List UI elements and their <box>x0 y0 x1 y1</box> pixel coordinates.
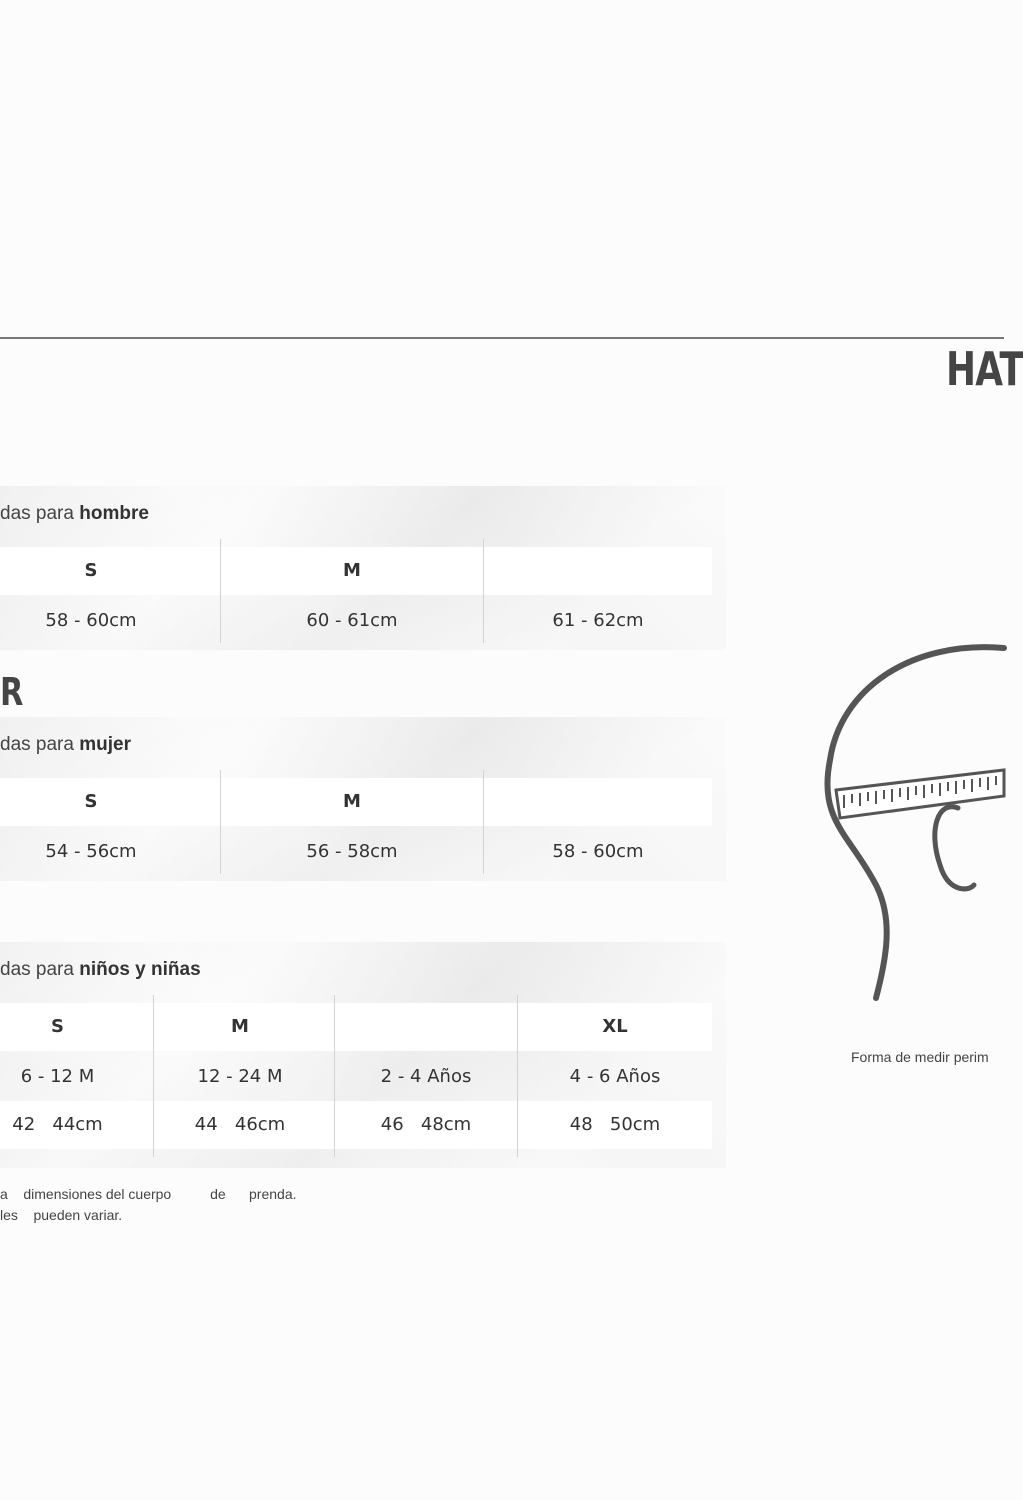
kids-value-l: 46 48cm <box>380 1114 472 1135</box>
women-size-l <box>484 778 712 826</box>
men-divider-1 <box>220 539 221 643</box>
men-panel-title: das para hombre <box>0 503 149 524</box>
kids-value-row <box>0 1101 712 1149</box>
page-title: HAT <box>946 342 1023 396</box>
men-size-panel <box>0 486 726 650</box>
women-value-s: 54 - 56cm <box>45 841 137 862</box>
kids-size-l <box>335 1003 517 1051</box>
kids-size-m: M <box>231 1016 249 1037</box>
kids-value-s: 42 44cm <box>12 1114 103 1135</box>
footnote-line-2: les pueden variar. <box>0 1207 123 1223</box>
women-value-l: 58 - 60cm <box>552 841 644 862</box>
men-value-m: 60 - 61cm <box>306 610 398 631</box>
women-size-m: M <box>343 791 361 812</box>
men-size-l <box>484 547 712 595</box>
kids-panel-title: das para niños y niñas <box>0 959 201 980</box>
women-size-row <box>0 778 712 826</box>
men-size-s: S <box>84 560 98 581</box>
men-value-s: 58 - 60cm <box>45 610 137 631</box>
kids-age-row <box>0 1053 712 1101</box>
kids-age-l: 2 - 4 Años <box>380 1066 472 1087</box>
kids-divider-1 <box>153 995 154 1157</box>
men-value-l: 61 - 62cm <box>552 610 644 631</box>
kids-value-xl: 48 50cm <box>569 1114 661 1135</box>
women-size-panel <box>0 717 726 881</box>
women-divider-1 <box>220 770 221 874</box>
top-divider <box>0 337 1004 339</box>
kids-age-s: 6 - 12 M <box>20 1066 95 1087</box>
kids-age-m: 12 - 24 M <box>197 1066 283 1087</box>
head-measuring-tape-icon <box>800 630 1004 1010</box>
kids-size-panel <box>0 942 726 1168</box>
men-size-m: M <box>343 560 361 581</box>
kids-size-row <box>0 1003 712 1051</box>
measure-caption: Forma de medir perim <box>851 1049 989 1065</box>
men-size-row <box>0 547 712 595</box>
women-value-row <box>0 828 712 876</box>
women-divider-2 <box>483 770 484 874</box>
kids-age-xl: 4 - 6 Años <box>569 1066 661 1087</box>
men-divider-2 <box>483 539 484 643</box>
kids-divider-3 <box>517 995 518 1157</box>
women-size-s: S <box>84 791 98 812</box>
kids-size-s: S <box>51 1016 64 1037</box>
men-value-row <box>0 597 712 645</box>
kids-divider-2 <box>334 995 335 1157</box>
women-panel-title: das para mujer <box>0 734 131 755</box>
section-letter: R <box>0 670 24 714</box>
women-value-m: 56 - 58cm <box>306 841 398 862</box>
footnote-line-1: a dimensiones del cuerpo de prenda. <box>0 1186 297 1202</box>
kids-size-xl: XL <box>602 1016 628 1037</box>
kids-value-m: 44 46cm <box>194 1114 286 1135</box>
